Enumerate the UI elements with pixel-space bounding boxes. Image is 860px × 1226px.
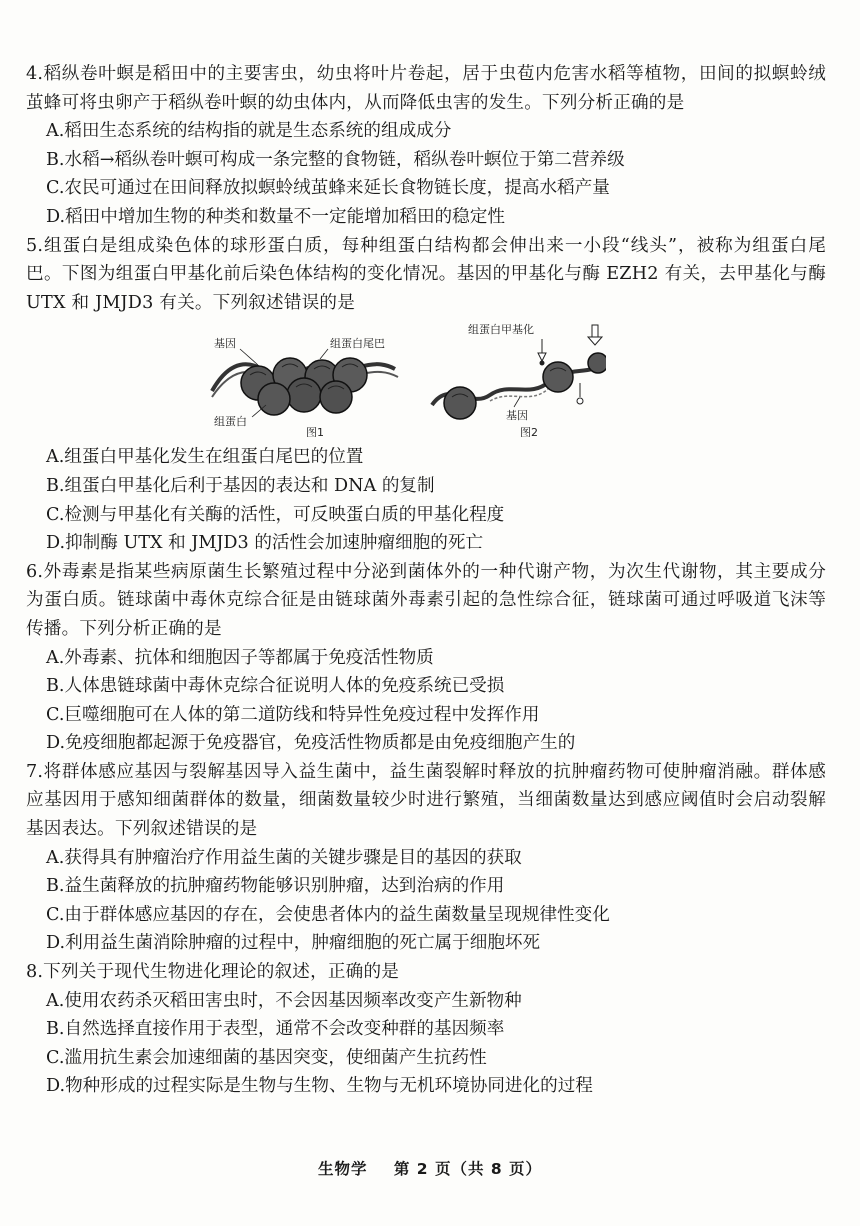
option-a: A.使用农药杀灭稻田害虫时，不会因基因频率改变产生新物种 xyxy=(46,990,522,1011)
label-histone-tail: 组蛋白尾巴 xyxy=(330,337,385,351)
question-8 xyxy=(26,958,826,1101)
option-a: A.外毒素、抗体和细胞因子等都属于免疫活性物质 xyxy=(46,647,434,668)
option-d: D.抑制酶 UTX 和 JMJD3 的活性会加速肿瘤细胞的死亡 xyxy=(46,533,484,554)
page-footer xyxy=(0,1157,860,1179)
question-stem: 5.组蛋白是组成染色体的球形蛋白质，每种组蛋白结构都会伸出来一小段“线头”，被称为组蛋白尾巴。下图为组蛋白甲基化前后染色体结构的变化情况。基因的甲基化与酶 EZH2 有关，去甲基化与酶 UTX 和 JMJD3 有关。下列叙述错误的是 xyxy=(26,235,826,313)
figure-2-caption: 图2 xyxy=(520,426,538,438)
footer-page-number: 第 2 页（共 8 页） xyxy=(393,1160,543,1178)
option-c: C.检测与甲基化有关酶的活性，可反映蛋白质的甲基化程度 xyxy=(46,504,505,525)
option-b: B.益生菌释放的抗肿瘤药物能够识别肿瘤，达到治病的作用 xyxy=(46,876,505,897)
figure-1 xyxy=(210,319,415,437)
option-a: A.获得具有肿瘤治疗作用益生菌的关键步骤是目的基因的获取 xyxy=(46,847,522,868)
option-c: C.滥用抗生素会加速细菌的基因突变，使细菌产生抗药性 xyxy=(46,1047,487,1068)
option-d: D.物种形成的过程实际是生物与生物、生物与无机环境协同进化的过程 xyxy=(46,1076,593,1097)
label-gene: 基因 xyxy=(214,337,236,351)
option-a: A.组蛋白甲基化发生在组蛋白尾巴的位置 xyxy=(46,447,364,468)
figure-2 xyxy=(430,319,606,437)
option-a: A.稻田生态系统的结构指的就是生态系统的组成成分 xyxy=(46,121,452,142)
option-d: D.免疫细胞都起源于免疫器官，免疫活性物质都是由免疫细胞产生的 xyxy=(46,733,576,754)
option-c: C.由于群体感应基因的存在，会使患者体内的益生菌数量呈现规律性变化 xyxy=(46,904,610,925)
question-5 xyxy=(26,232,826,558)
figure-area xyxy=(26,319,826,437)
label-gene: 基因 xyxy=(506,409,528,423)
option-d: D.稻田中增加生物的种类和数量不一定能增加稻田的稳定性 xyxy=(46,206,505,227)
question-list xyxy=(26,60,826,1101)
option-b: B.人体患链球菌中毒休克综合征说明人体的免疫系统已受损 xyxy=(46,676,505,697)
question-7 xyxy=(26,758,826,958)
question-4 xyxy=(26,60,826,232)
question-6 xyxy=(26,558,826,758)
option-c: C.农民可通过在田间释放拟螟蛉绒茧蜂来延长食物链长度，提高水稻产量 xyxy=(46,178,610,199)
label-histone: 组蛋白 xyxy=(214,415,247,429)
option-b: B.自然选择直接作用于表型，通常不会改变种群的基因频率 xyxy=(46,1019,505,1040)
footer-subject: 生物学 xyxy=(317,1160,368,1178)
label-histone-methylation: 组蛋白甲基化 xyxy=(468,323,534,337)
option-d: D.利用益生菌消除肿瘤的过程中，肿瘤细胞的死亡属于细胞坏死 xyxy=(46,933,541,954)
option-c: C.巨噬细胞可在人体的第二道防线和特异性免疫过程中发挥作用 xyxy=(46,704,540,725)
figure-1-caption: 图1 xyxy=(306,426,324,438)
option-b: B.水稻→稻纵卷叶螟可构成一条完整的食物链，稻纵卷叶螟位于第二营养级 xyxy=(46,149,625,170)
option-b: B.组蛋白甲基化后利于基因的表达和 DNA 的复制 xyxy=(46,475,435,496)
question-stem: 8.下列关于现代生物进化理论的叙述，正确的是 xyxy=(26,962,400,983)
question-stem: 6.外毒素是指某些病原菌生长繁殖过程中分泌到菌体外的一种代谢产物，为次生代谢物，其主要成分为蛋白质。链球菌中毒休克综合征是由链球菌外毒素引起的急性综合征，链球菌可通过呼吸道飞沫等传播。下列分析正确的是 xyxy=(26,561,826,639)
question-stem: 4.稻纵卷叶螟是稻田中的主要害虫，幼虫将叶片卷起，居于虫苞内危害水稻等植物，田间的拟螟蛉绒茧蜂可将虫卵产于稻纵卷叶螟的幼虫体内，从而降低虫害的发生。下列分析正确的是 xyxy=(26,64,826,113)
question-stem: 7.将群体感应基因与裂解基因导入益生菌中，益生菌裂解时释放的抗肿瘤药物可使肿瘤消融。群体感应基因用于感知细菌群体的数量，细菌数量较少时进行繁殖，当细菌数量达到感应阈值时会启动裂解基因表达。下列叙述错误的是 xyxy=(26,761,826,840)
